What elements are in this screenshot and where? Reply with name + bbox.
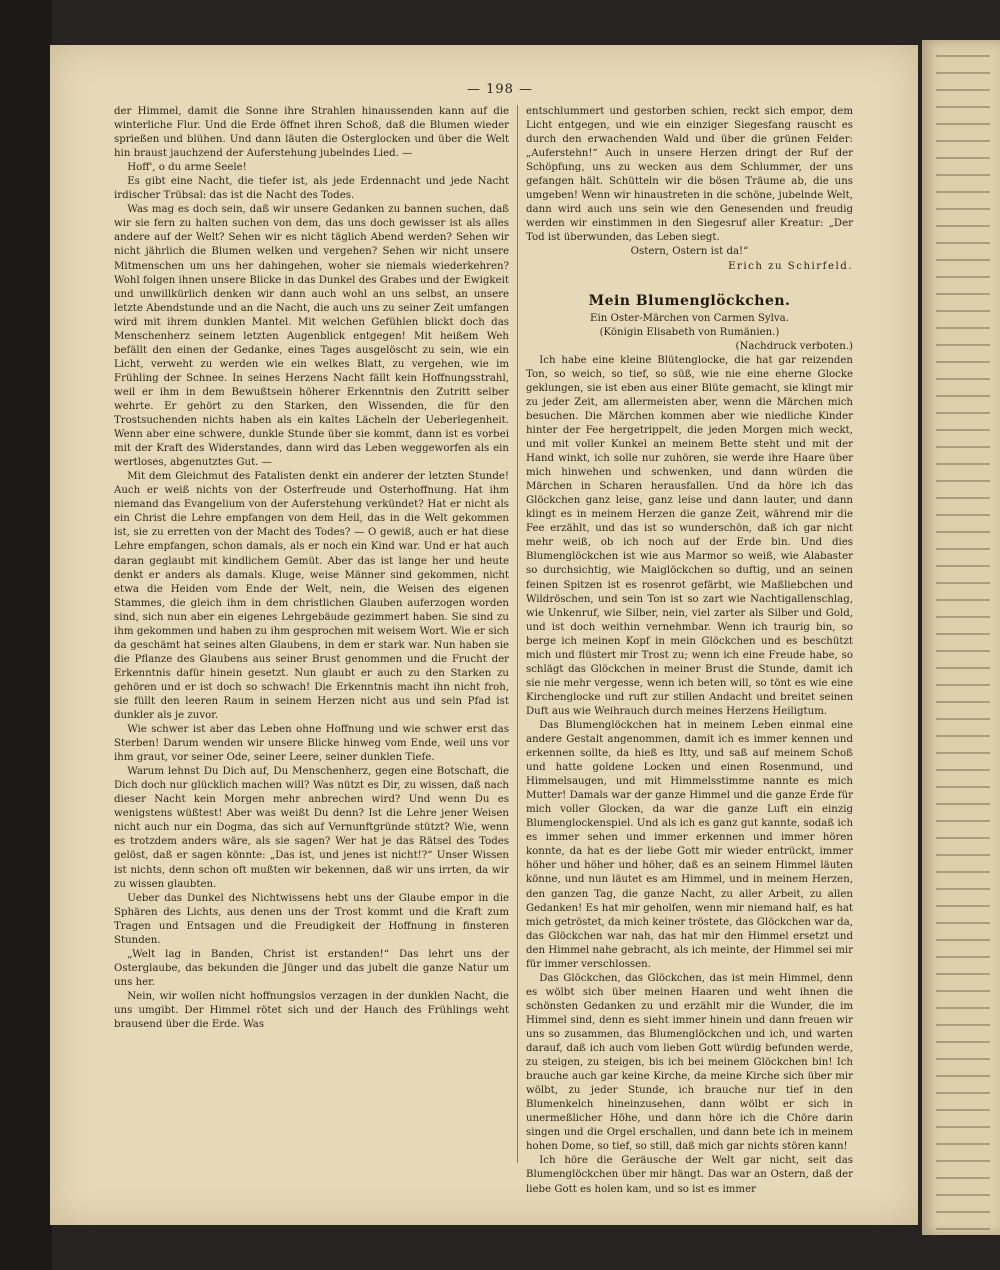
right-column	[526, 105, 853, 1197]
paragraph: Hoff', o du arme Seele!	[127, 162, 247, 174]
story-subtitle: Ein Oster-Märchen von Carmen Sylva.	[590, 312, 789, 324]
adjacent-page-edge	[922, 40, 1000, 1235]
left-column	[114, 105, 509, 1032]
page-number: — 198 —	[466, 82, 534, 97]
paragraph: „Welt lag in Banden, Christ ist erstanden!“ Das lehrt uns der Osterglaube, das bekunden die Jünger und das jubelt die ganze Natur um uns her.	[114, 948, 509, 988]
paragraph: Nein, wir wollen nicht hoffnungslos verzagen in der dunklen Nacht, die uns umgibt. Der Himmel rötet sich und der Hauch des Frühlings weht brausend über die Erde. Was	[114, 990, 509, 1031]
story-paragraph: Ich höre die Geräusche der Welt gar nicht, seit das Blumenglöckchen über mir hängt. Das war an Ostern, daß der liebe Gott es holen kam, und so ist es immer	[526, 1155, 853, 1195]
column-divider	[517, 105, 518, 1163]
author-signature: Erich zu Schirfeld.	[728, 260, 853, 272]
story-author-note: (Königin Elisabeth von Rumänien.)	[599, 326, 780, 338]
story-paragraph: Das Glöckchen, das Glöckchen, das ist mein Himmel, denn es wölbt sich über meinen Haaren und weht ihnen die schönsten Gedanken zu und erzählt mir die Wunder, die im Himmel sind, denn es sieht immer hinein und dann freuen wir uns so zusammen, das Blumenglöckchen und ich, und warten darauf, daß ich auch vom lieben Gott würdig befunden werde, zu steigen, zu steigen, bis ich bei meinem Glöckchen bin! Ich brauche auch gar keine Kirche, da meine Kirche sich über mir wölbt, zu jeder Stunde, ich brauche nur tief in den Blumenkelch hineinzusehen, dann wölbt er sich in unermeßlicher Höhe, und dann höre ich die Chöre darin singen und die Orgel erschallen, und dann bete ich in meinem hohen Dome, so tief, so still, daß mich gar nichts stören kann!	[526, 972, 853, 1153]
paragraph: entschlummert und gestorben schien, reckt sich empor, dem Licht entgegen, und wie ein einziger Siegesfang rauscht es durch den erwachenden Wald und über die grünen Felder: „Auferstehn!“ Auch in unsere Herzen dringt der Ruf der Schöpfung, uns zu wecken aus dem Schlummer, der uns gefangen hält. Schütteln wir die bösen Träume ab, die uns umgeben! Wenn wir hinaustreten in die schöne, jubelnde Welt, dann wird auch uns sein wie den Genesenden und freudig werden wir einstimmen in den Siegesruf aller Kreatur: „Der Tod ist überwunden, das Leben siegt.	[526, 106, 853, 244]
paragraph: Es gibt eine Nacht, die tiefer ist, als jede Erdennacht und jede Nacht irdischer Trübsal: das ist die Nacht des Todes.	[114, 176, 509, 202]
paragraph: Ueber das Dunkel des Nichtwissens hebt uns der Glaube empor in die Sphären des Lichts, aus denen uns der Trost kommt und die Kraft zum Tragen und Entsagen und die Freudigkeit der Hoffnung in finsteren Stunden.	[114, 892, 509, 946]
scan-left-edge	[0, 0, 52, 1270]
reprint-note: (Nachdruck verboten.)	[735, 340, 853, 352]
paragraph: der Himmel, damit die Sonne ihre Strahlen hinaussenden kann auf die winterliche Flur. Und die Erde öffnet ihren Schoß, daß die Blumen wieder sprießen und blühen. Und dann läuten die Osterglocken und über die Welt hin braust jauchzend der Auferstehung jubelndes Lied. —	[114, 106, 509, 160]
paragraph: Was mag es doch sein, daß wir unsere Gedanken zu bannen suchen, daß wir sie fern zu halten suchen von dem, das uns doch gewisser ist als alles andere auf der Welt? Sehen wir es nicht täglich Abend werden? Sehen wir nicht jährlich die Blumen welken und vergehen? Sehen wir nicht unsere Mitmenschen um uns her dahingehen, woher sie niemals wiederkehren? Wohl folgen ihnen unsere Blicke in das Dunkel des Grabes und der Ewigkeit und unwillkürlich denken wir dann auch wohl an uns selbst, an unsere letzte Abendstunde und an die Nacht, die auch uns zu seiner Zeit umfangen wird mit ihrem dunklen Mantel. Mit welchen Gefühlen blickt doch das Menschenherz seinem letzten Augenblick entgegen! Mit heißem Weh befällt den einen der Gedanke, eines Tages ausgelöscht zu sein, wie ein Licht, verweht zu werden wie ein welkes Blatt, zu vergehen, wie im Frühling der Schnee. In seines Herzens Nacht fällt kein Hoffnungsstrahl, weil er ihm in dem Bewußtsein höherer Erkenntnis den Zutritt selber wehrte. Er gehört zu den Starken, den Wissenden, die für den Trostsuchenden nichts haben als ein kaltes Lächeln der Ueberlegenheit. Wenn aber eine schwere, dunkle Stunde über sie kommt, dann ist es vorbei mit der Kraft des Widerstandes, dann wird das Leben weggeworfen als ein wertloses, abgenutztes Gut. —	[114, 204, 509, 469]
closing-line: Ostern, Ostern ist da!“	[630, 246, 749, 258]
paragraph: Wie schwer ist aber das Leben ohne Hoffnung und wie schwer erst das Sterben! Darum wenden wir unsere Blicke hinweg vom Ende, weil uns vor ihm graut, vor seiner Ode, seiner Leere, seiner dunklen Tiefe.	[114, 724, 509, 764]
story-paragraph: Das Blumenglöckchen hat in meinem Leben einmal eine andere Gestalt angenommen, damit ich es immer kennen und erkennen sollte, da hieß es Itty, und saß auf meinem Schoß und hatte goldene Locken und einen Rosenmund, und Himmelsaugen, und mit Himmelsstimme nannte es mich Mutter! Damals war der ganze Himmel und die ganze Erde für mich voller Glocken, da war die ganze Luft ein einzig Blumenglockenspiel. Und als ich es ganz gut kannte, sodaß ich es immer sehen und immer erkennen und immer hören konnte, da hat es der liebe Gott mir wieder entrückt, immer höher und höher und höher, daß es an seinem Himmel läuten könne, und nun läutet es am Himmel, und in meinem Herzen, den ganzen Tag, die ganze Nacht, zu aller Arbeit, zu allen Gedanken! Es hat mir geholfen, wenn mir niemand half, es hat mich getröstet, da mich keiner tröstete, das Glöckchen war da, das Glöckchen war nah, das hat mir den Himmel ersetzt und den Himmel nahe gebracht, als ich meinte, der Himmel sei mir für immer verschlossen.	[526, 719, 853, 970]
story-paragraph: Ich habe eine kleine Blütenglocke, die hat gar reizenden Ton, so weich, so tief, so süß, wie nie eine eherne Glocke geklungen, sie ist eben aus einer Blüte gemacht, sie klingt mir zu jeder Zeit, am allermeisten aber, wenn die Märchen mich besuchen. Die Märchen kommen aber wie niedliche Kinder hinter der Fee hergetrippelt, die jeden Morgen mich weckt, und mit voller Kunkel an meinem Bette steht und mit der Hand winkt, ich solle nur zuhören, sie werde ihre Haare über mich hinwehen und schwenken, und dann würden die Märchen in Scharen herausfallen. Und da höre ich das Glöckchen ganz leise, ganz leise und dann lauter, und dann klingt es in meinem Herzen die ganze Zeit, während mir die Fee erzählt, und das ist so wunderschön, daß ich gar nicht mehr weiß, ob ich noch auf der Erde bin. Und dies Blumenglöckchen ist wie aus Marmor so weiß, wie Alabaster so durchsichtig, wie Maiglöckchen so duftig, und an seinen feinen Spitzen ist es rosenrot gefärbt, wie Maßliebchen und Wildröschen, und sein Ton ist so zart wie Nachtigallenschlag, wie Unkenruf, wie Silber, nein, viel zarter als Silber und Gold, und ist doch weithin vernehmbar. Wenn ich traurig bin, so berge ich meinen Kopf in mein Glöckchen und es beschützt mich und flüstert mir Trost zu; wenn ich eine Freude habe, so schlägt das Glöckchen in meiner Brust die Stunde, damit ich sie nie mehr vergesse, wenn ich beten will, so tönt es wie eine Kirchenglocke und ruft zur stillen Andacht und breitet seinen Duft aus wie Weihrauch durch meines Herzens Heiligtum.	[526, 354, 853, 717]
paragraph: Mit dem Gleichmut des Fatalisten denkt ein anderer der letzten Stunde! Auch er weiß nichts von der Osterfreude und Osterhoffnung. Hat ihm niemand das Evangelium von der Auferstehung verkündet? Hat er nicht als ein Christ die Lehre empfangen von dem Heil, das in die Welt gekommen ist, sie zu erretten von der Macht des Todes? — O gewiß, auch er hat diese Lehre empfangen, schon damals, als er noch ein Kind war. Und er hat auch daran geglaubt mit kindlichem Gemüt. Aber das ist lange her und heute denkt er anders als damals. Kluge, weise Männer sind gekommen, nicht etwa die Heiden vom Ende der Welt, nein, die Weisen des eigenen Stammes, die gleich ihm in dem christlichen Glauben auferzogen worden sind, sich nun aber ein eigenes Lehrgebäude gezimmert haben. Sie sind zu ihm gekommen und haben zu ihm gesprochen mit weisem Wort. Wie er sich da geschämt hat seines alten Glaubens, in dem er stark war. Nun haben sie die Pflanze des Glaubens aus seiner Brust genommen und die Frucht der Erkenntnis dafür hinein gesetzt. Nun glaubt er auch zu den Starken zu gehören und er ist doch so schwach! Die Erkenntnis macht ihn nicht froh, sie füllt den leeren Raum in seinem Herzen nicht aus und sein Pfad ist dunkler als je zuvor.	[114, 471, 509, 722]
story-title: Mein Blumenglöckchen.	[588, 292, 791, 309]
paragraph: Warum lehnst Du Dich auf, Du Menschenherz, gegen eine Botschaft, die Dich doch nur glücklich machen will? Was nützt es Dir, zu wissen, daß nach dieser Nacht kein Morgen mehr anbrechen wird? Und wenn Du es wenigstens wüßtest! Aber was weißt Du denn? Ist die Lehre jener Weisen nicht auch nur ein Dogma, das sich auf Vernunftgründe stützt? Wie, wenn es trotzdem anders wäre, als sie sagen? Wer hat je das Rätsel des Todes gelöst, daß er sagen könnte: „Das ist, und jenes ist nicht!?“ Unser Wissen ist nichts, denn schon oft mußten wir bekennen, daß wir uns irrten, da wir zu wissen glaubten.	[114, 766, 509, 890]
